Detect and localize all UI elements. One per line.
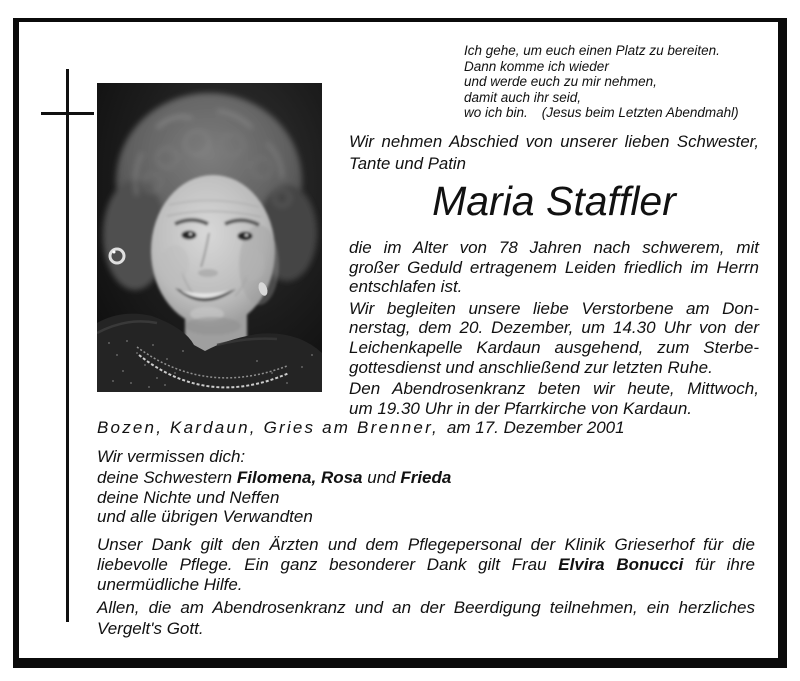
quote-line: damit auch ihr seid,: [464, 89, 582, 105]
date-text: am 17. Dezember 2001: [446, 418, 625, 437]
closing-line: Vergelt's Gott.: [97, 619, 204, 638]
obituary-paragraph-funeral: [349, 299, 759, 377]
portrait-photo-graphic: [97, 83, 322, 392]
mourners-line: deine Nichte und Neffen: [97, 487, 280, 507]
body-line: Wir begleiten unsere liebe Verstorbene am Don-: [349, 298, 759, 318]
thanks-paragraph: [97, 535, 755, 594]
body-line: entschlafen ist.: [349, 277, 463, 297]
quote-line: Dann komme ich wieder: [464, 58, 609, 74]
latin-cross-icon: [41, 112, 94, 115]
thanked-person-name: Elvira Bonucci: [558, 554, 684, 574]
deceased-name: Maria Staffler: [432, 178, 676, 224]
thanks-text: liebevolle Pflege. Ein ganz besonderer Dank gilt Frau: [97, 554, 559, 574]
body-line: großer Geduld ertragenem Leiden friedlich im Herrn: [349, 257, 759, 277]
body-line: um 19.30 Uhr in der Pfarrkirche von Kardaun.: [349, 398, 693, 418]
places-text: Bozen, Kardaun, Gries am Brenner,: [97, 418, 439, 437]
intro-line: Tante und Patin: [349, 154, 466, 173]
intro-line: Wir nehmen Abschied von unserer lieben Schwester,: [349, 132, 759, 151]
obituary-paragraph-rosary: [349, 379, 759, 418]
thanks-line: Unser Dank gilt den Ärzten und dem Pflegepersonal der Klinik Grieserhof für die: [97, 535, 755, 554]
quote-line: Ich gehe, um euch einen Platz zu bereiten.: [464, 43, 720, 58]
mourners-text: deine Schwestern: [97, 468, 237, 488]
mourners-heading: Wir vermissen dich:: [97, 447, 246, 466]
closing-paragraph: [97, 597, 755, 639]
body-line: die im Alter von 78 Jahren nach schwerem, mit: [349, 238, 759, 257]
scripture-quote: [464, 43, 769, 121]
quote-line: und werde euch zu mir nehmen,: [464, 74, 657, 90]
portrait-photo: [97, 83, 322, 392]
closing-line: Allen, die am Abendrosenkranz und an der Beerdigung teilnehmen, ein herzliches: [97, 598, 755, 617]
body-line: nerstag, dem 20. Dezember, um 14.30 Uhr von der: [349, 318, 759, 338]
quote-attribution: (Jesus beim Letzten Abendmahl): [541, 105, 739, 121]
body-line: Den Abendrosenkranz beten wir heute, Mittwoch,: [349, 379, 759, 399]
obituary-body: [349, 238, 759, 420]
latin-cross-icon: [66, 69, 69, 622]
date-line: [97, 418, 625, 438]
body-line: Leichenkapelle Kardaun ausgehend, zum Sterbe-: [349, 337, 759, 357]
thanks-line: [97, 555, 755, 575]
thanks-text: für ihre: [683, 554, 755, 574]
mourner-name: Filomena, Rosa: [236, 468, 363, 488]
obituary-paragraph-death: [349, 238, 759, 297]
mourners-line: und alle übrigen Verwandten: [97, 507, 313, 527]
mourners-line: [97, 468, 451, 487]
intro-text: [349, 131, 759, 175]
mourners-list: [97, 447, 451, 527]
quote-line-text: wo ich bin.: [464, 105, 528, 121]
mourner-name: Frieda: [400, 468, 452, 488]
mourners-text: und: [362, 468, 401, 488]
body-line: gottesdienst und anschließend zur letzten Ruhe.: [349, 357, 713, 377]
quote-line: [464, 105, 769, 121]
thanks-line: unermüdliche Hilfe.: [97, 574, 243, 594]
